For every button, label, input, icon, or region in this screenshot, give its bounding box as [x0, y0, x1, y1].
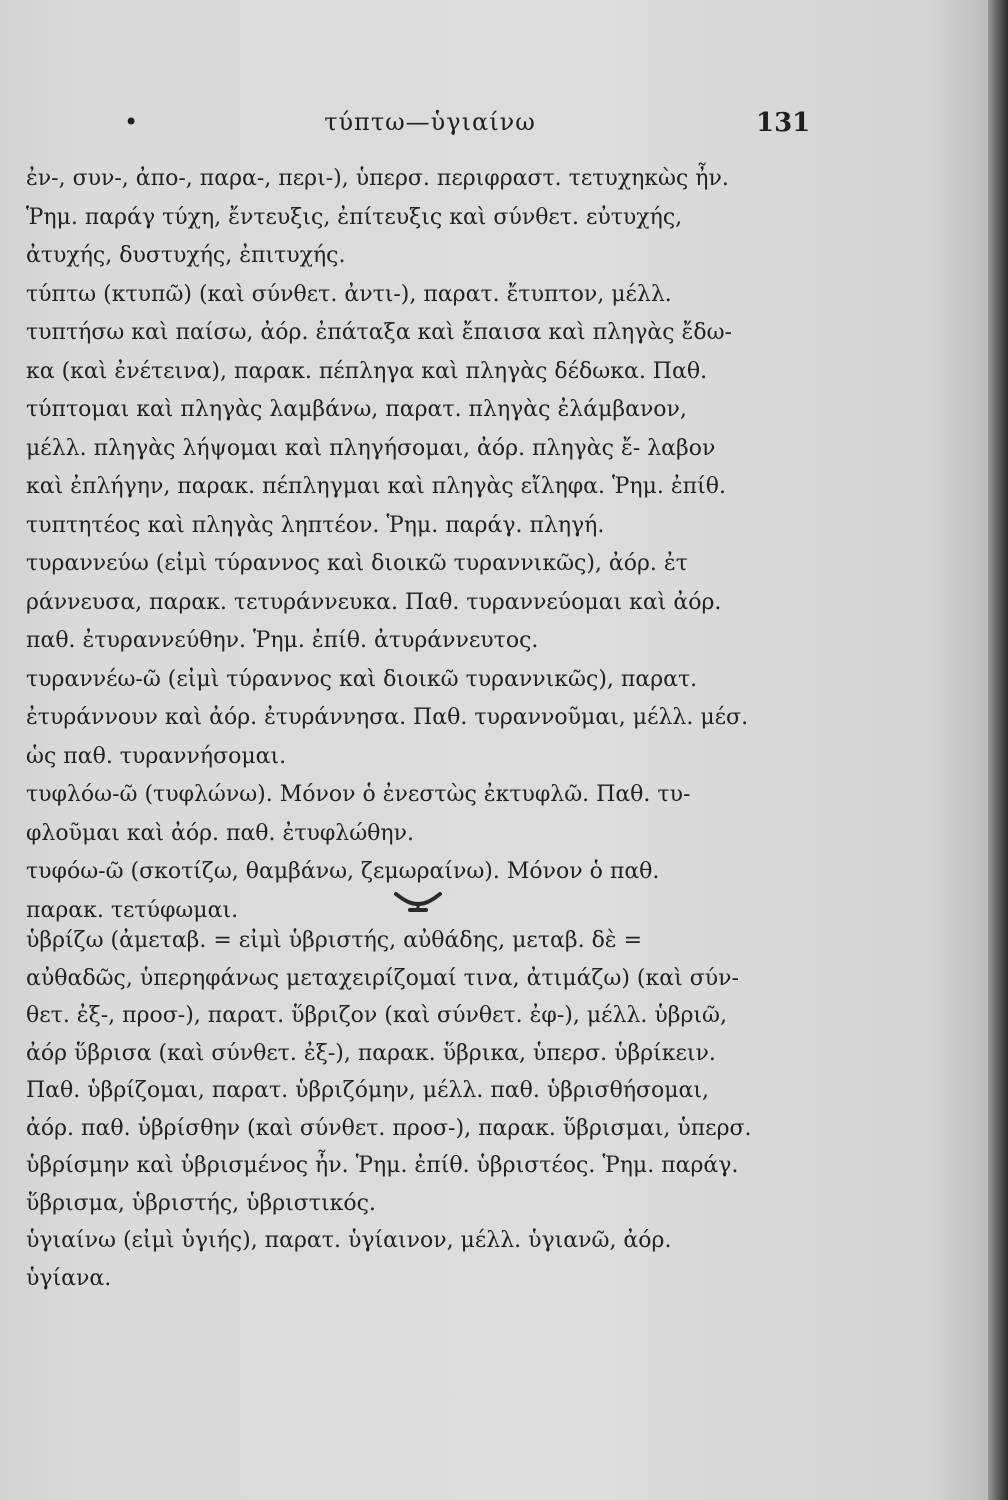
book-spine-edge [988, 0, 1008, 1500]
text-line: αὐθαδῶς, ὑπερηφάνως μεταχειρίζομαί τινα, ἀτιμάζω) (καὶ σύν- [26, 965, 739, 991]
running-title: τύπτω—ὑγιαίνω [324, 108, 536, 136]
header-bullet: • [124, 108, 139, 136]
text-line: τύπτομαι καὶ πληγὰς λαμβάνω, παρατ. πληγὰς ἐλάμβανον, [26, 397, 687, 422]
page-header [0, 108, 988, 148]
text-block-top [26, 160, 826, 930]
text-line: ἐτυράννουν καὶ ἀόρ. ἐτυράννησα. Παθ. τυραννοῦμαι, μέλλ. μέσ. [26, 705, 749, 730]
text-line: καὶ ἐπλήγην, παρακ. πέπληγμαι καὶ πληγὰς εἴληφα. Ῥημ. ἐπίθ. [26, 474, 727, 499]
text-line: Ῥημ. παράγ τύχη, ἔντευξις, ἐπίτευξις καὶ σύνθετ. εὐτυχής, [26, 204, 683, 230]
text-line: τυπτητέος καὶ πληγὰς ληπτέον. Ῥημ. παράγ. πληγή. [26, 512, 605, 538]
text-line: ἀτυχής, δυστυχής, ἐπιτυχής. [26, 243, 346, 268]
text-line: ὑγίανα. [26, 1265, 112, 1291]
text-line: παρακ. τετύφωμαι. [26, 897, 239, 923]
text-line: παθ. ἐτυραννεύθην. Ῥημ. ἐπίθ. ἀτυράννευτος. [26, 628, 539, 653]
text-line: τύπτω (κτυπῶ) (καὶ σύνθετ. ἀντι-), παρατ. ἔτυπτον, μέλλ. [26, 281, 672, 307]
text-line: ὑγιαίνω (εἰμὶ ὑγιής), παρατ. ὑγίαινον, μέλλ. ὑγιανῶ, ἀόρ. [26, 1228, 672, 1253]
text-line: ὡς παθ. τυραννήσομαι. [26, 743, 287, 769]
text-line: τυφόω-ῶ (σκοτίζω, θαμβάνω, ζεμωραίνω). Μόνον ὁ παθ. [26, 859, 660, 884]
text-line: τυραννεύω (εἰμὶ τύραννος καὶ διοικῶ τυραννικῶς), ἀόρ. ἐτ [26, 551, 688, 576]
text-line: κα (καὶ ἐνέτεινα), παρακ. πέπληγα καὶ πληγὰς δέδωκα. Παθ. [26, 358, 708, 384]
text-line: ὑβρίζω (ἀμεταβ. = εἰμὶ ὑβριστής, αὐθάδης, μεταβ. δὲ = [26, 928, 643, 953]
text-line: φλοῦμαι καὶ ἀόρ. παθ. ἐτυφλώθην. [26, 820, 414, 846]
text-line: ὕβρισμα, ὑβριστής, ὑβριστικός. [26, 1190, 376, 1216]
text-line: θετ. ἐξ-, προσ-), παρατ. ὕβριζον (καὶ σύνθετ. ἐφ-), μέλλ. ὑβριῶ, [26, 1003, 727, 1028]
text-line: τυφλόω-ῶ (τυφλώνω). Μόνον ὁ ἐνεστὼς ἐκτυφλῶ. Παθ. τυ- [26, 782, 691, 807]
text-line: ὑβρίσμην καὶ ὑβρισμένος ἦν. Ῥημ. ἐπίθ. ὑβριστέος. Ῥημ. παράγ. [26, 1153, 739, 1178]
page-number: 131 [756, 108, 811, 138]
text-line: ἐν-, συν-, ἀπο-, παρα-, περι-), ὑπερσ. περιφραστ. τετυχηκὼς ἦν. [26, 166, 729, 191]
text-line: ἀόρ ὕβρισα (καὶ σύνθετ. ἐξ-), παρακ. ὕβρικα, ὑπερσ. ὑβρίκειν. [26, 1040, 716, 1066]
text-line: μέλλ. πληγὰς λήψομαι καὶ πληγήσομαι, ἀόρ. πληγὰς ἔ- λαβον [26, 435, 716, 461]
text-line: τυραννέω-ῶ (εἰμὶ τύραννος καὶ διοικῶ τυραννικῶς), παρατ. [26, 666, 698, 692]
text-line: τυπτήσω καὶ παίσω, ἀόρ. ἐπάταξα καὶ ἔπαισα καὶ πληγὰς ἔδω- [26, 320, 732, 345]
text-line: ἀόρ. παθ. ὑβρίσθην (καὶ σύνθετ. προσ-), παρακ. ὕβρισμαι, ὑπερσ. [26, 1115, 752, 1141]
text-line: ράννευσα, παρακ. τετυράννευκα. Παθ. τυραννεύομαι καὶ ἀόρ. [26, 589, 722, 615]
text-line: Παθ. ὑβρίζομαι, παρατ. ὑβριζόμην, μέλλ. παθ. ὑβρισθήσομαι, [26, 1078, 710, 1103]
text-block-bottom [26, 922, 826, 1297]
section-ornament-icon [388, 880, 448, 920]
